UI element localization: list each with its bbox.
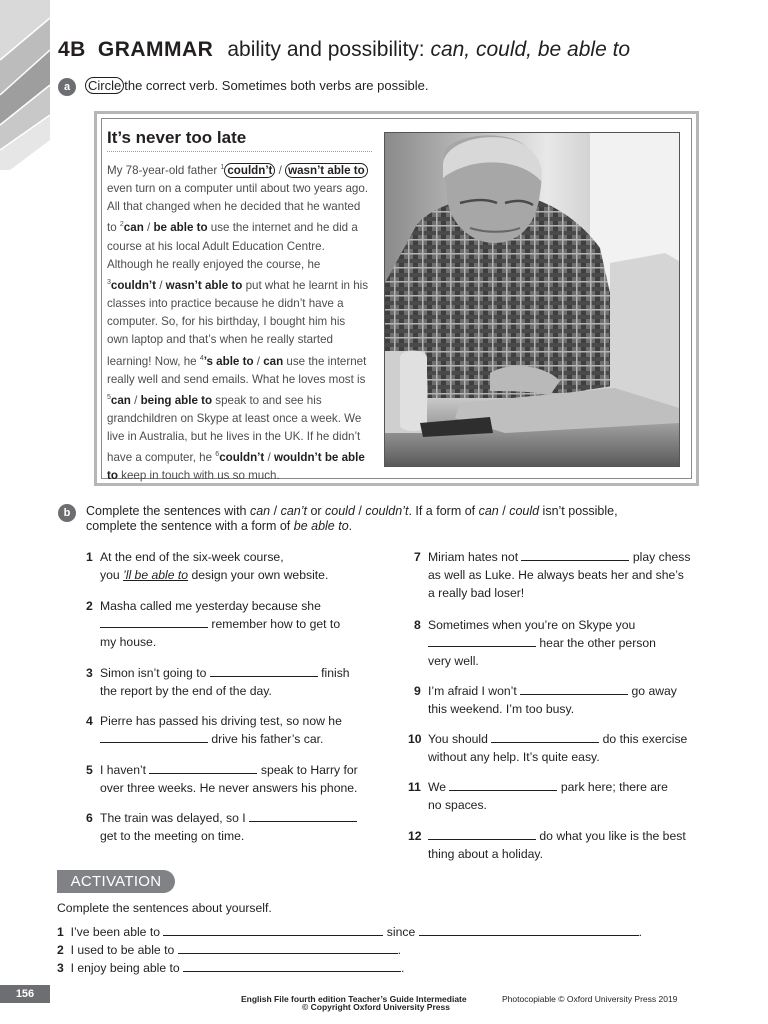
activation-label: ACTIVATION — [57, 870, 175, 893]
page-number: 156 — [0, 985, 50, 1003]
choice-1b[interactable]: wasn’t able to — [285, 163, 368, 178]
elderly-man-laptop-photo — [384, 132, 680, 467]
page-title — [58, 38, 630, 62]
choice-2b[interactable]: be able to — [153, 221, 208, 235]
choice-5b[interactable]: being able to — [140, 393, 213, 407]
article-body: My 78-year-old father $^1$ couldn’t / wasn’t able to even turn on a computer until about two years ago. All that changed when he decided that he wanted to $^2$can / be able to use the internet and he did a course at his local Adult Education Centre. Although he really enjoyed the course, he $^3$couldn’t / wasn’t able to put what he learnt in his classes into practice because he didn’t have a computer. So, for his birthday, I bought him his own laptop and that’s when he really started learning! Now, he $^4$’s able to / can use the internet really well and send emails. What he loves most is $^5$can / being able to speak to and see his grandchildren on Skype at least once a week. We live in Australia, but he lives in the UK. If he didn’t have a computer, he $^6$couldn’t / wouldn’t be able to keep in touch with us so much. — [107, 163, 369, 483]
answer-blank[interactable] — [100, 617, 208, 628]
part-a-badge: a — [58, 78, 76, 96]
choice-3b[interactable]: wasn’t able to — [165, 278, 243, 292]
activation-item: 3 I enjoy being able to . — [57, 961, 405, 975]
footer-watermark: © Copyright Oxford University Press — [302, 1002, 450, 1012]
answer-blank[interactable] — [449, 780, 557, 791]
answer-blank[interactable] — [419, 926, 639, 936]
article-title: It’s never too late — [107, 128, 247, 147]
part-b-instruction: Complete the sentences with can / can’t or could / couldn’t. If a form of can / could isn’t possible, complete the sentence with a form of be able to. — [86, 504, 618, 533]
answer-blank[interactable] — [100, 732, 208, 743]
choice-3a[interactable]: couldn’t — [110, 278, 156, 292]
choice-4a[interactable]: ’s able to — [203, 354, 254, 368]
part-b-badge: b — [58, 504, 76, 522]
footer-book-title: English File fourth edition Teacher’s Guide Intermediate — [241, 994, 467, 1004]
answer-blank[interactable] — [491, 732, 599, 743]
answer-blank[interactable] — [521, 550, 629, 561]
answer-blank[interactable] — [183, 962, 401, 972]
title-subtitle: ability and possibility: — [227, 38, 425, 61]
choice-1a[interactable]: couldn’t — [224, 163, 275, 178]
unit-code: 4B — [58, 38, 86, 61]
answer-blank[interactable] — [249, 811, 357, 822]
answer-blank[interactable] — [163, 926, 383, 936]
footer-copyright: Photocopiable © Oxford University Press 2019 — [502, 994, 678, 1004]
title-subtitle-italic: can, could, be able to — [430, 38, 631, 61]
corner-fan-decoration — [0, 0, 50, 170]
activation-item: 1 I’ve been able to since . — [57, 925, 643, 939]
circle-word: Circle — [85, 77, 124, 94]
part-a-instruction: Circle the correct verb. Sometimes both verbs are possible. — [85, 78, 428, 93]
activation-item: 2 I used to be able to . — [57, 943, 402, 957]
activation-instruction: Complete the sentences about yourself. — [57, 901, 272, 915]
answer-blank[interactable] — [210, 666, 318, 677]
section-label: GRAMMAR — [97, 38, 214, 61]
choice-2a[interactable]: can — [123, 221, 144, 235]
answer-blank[interactable] — [520, 684, 628, 695]
answer-blank[interactable] — [428, 829, 536, 840]
choice-6b[interactable]: wouldn’t be able to — [107, 451, 365, 483]
article-divider — [107, 151, 372, 152]
example-answer: ’ll be able to — [123, 568, 189, 582]
choice-4b[interactable]: can — [263, 354, 284, 368]
answer-blank[interactable] — [428, 636, 536, 647]
choice-5a[interactable]: can — [110, 393, 131, 407]
answer-blank[interactable] — [178, 944, 398, 954]
choice-6a[interactable]: couldn’t — [219, 451, 265, 465]
answer-blank[interactable] — [149, 763, 257, 774]
